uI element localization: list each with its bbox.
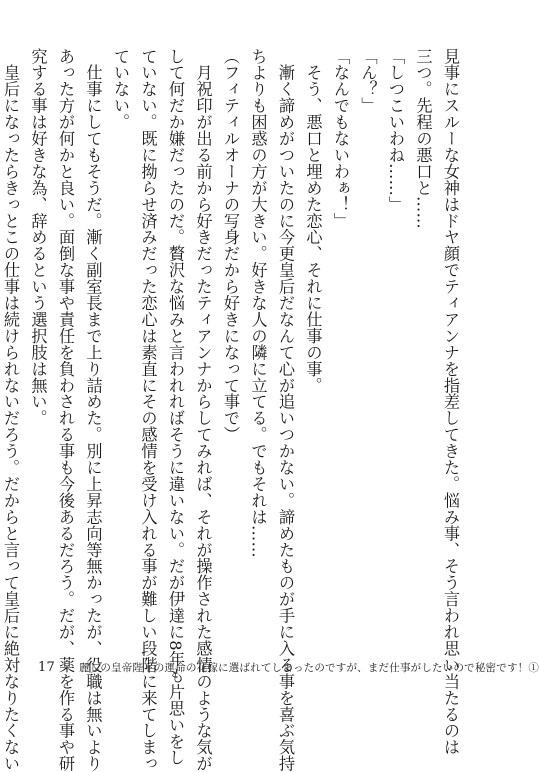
page-number: 17 — [38, 659, 55, 675]
text-line: 見事にスルーな女神はドヤ顔でティアンナを指差してきた。悩み事、そう言われ思い当たるのは — [441, 48, 460, 756]
text-line: そう、悪口と埋めた恋心、それに仕事の事。 — [303, 48, 323, 394]
text-line: 究する事は好きな為、辞めるという選択肢は無い。 — [28, 48, 48, 427]
text-line: 漸く諦めがついたのに今更皇后だなんて心が追いつかない。諦めたものが手に入る事を喜ぶ気持 — [276, 48, 295, 772]
text-line: ていない。既に拗らせ済みだった恋心は素直にその感情を受け入れる事が難しい段階に来てしまっ — [138, 48, 158, 772]
running-title: 麗しの皇帝陛下の運命の花嫁に選ばれてしまったのですが、まだ仕事がしたいので秘密です！① — [78, 661, 539, 674]
text-line: 「しつこいわね……」 — [386, 48, 405, 213]
text-line: 皇后になったらきっとこの仕事は続けられないだろう。だからと言って皇后に絶対なりたくない — [1, 48, 20, 772]
text-line: して何だか嫌だったのだ。贅沢な悩みと言われればそうに違いない。だが伊達に8年も片思いをし — [166, 48, 185, 766]
text-line: ちよりも困惑の方が大きい。好きな人の隣に立てる。でもそれは…… — [248, 48, 268, 558]
text-line: あった方が何かと良い。面倒な事や責任を負わされる事も今後あるだろう。だが、薬を作る事や研 — [56, 48, 75, 772]
text-line: 「なんでもないわぁ！」 — [331, 48, 350, 229]
text-line: 仕事にしてもそうだ。漸く副室長まで上り詰めた。別に上昇志向等無かったが、役職は無いより — [83, 48, 103, 772]
text-line: 「ん？」 — [358, 48, 378, 114]
page-footer — [38, 659, 539, 675]
text-line: （フィティルオーナの写身だから好きになって事で） — [221, 48, 240, 443]
text-line: ていない。 — [111, 48, 130, 131]
text-line: 月祝印が出る前から好きだったティアンナからしてみれば、それが操作された感情のような気が — [193, 48, 213, 772]
text-line: 三つ。先程の悪口と…… — [413, 48, 433, 229]
